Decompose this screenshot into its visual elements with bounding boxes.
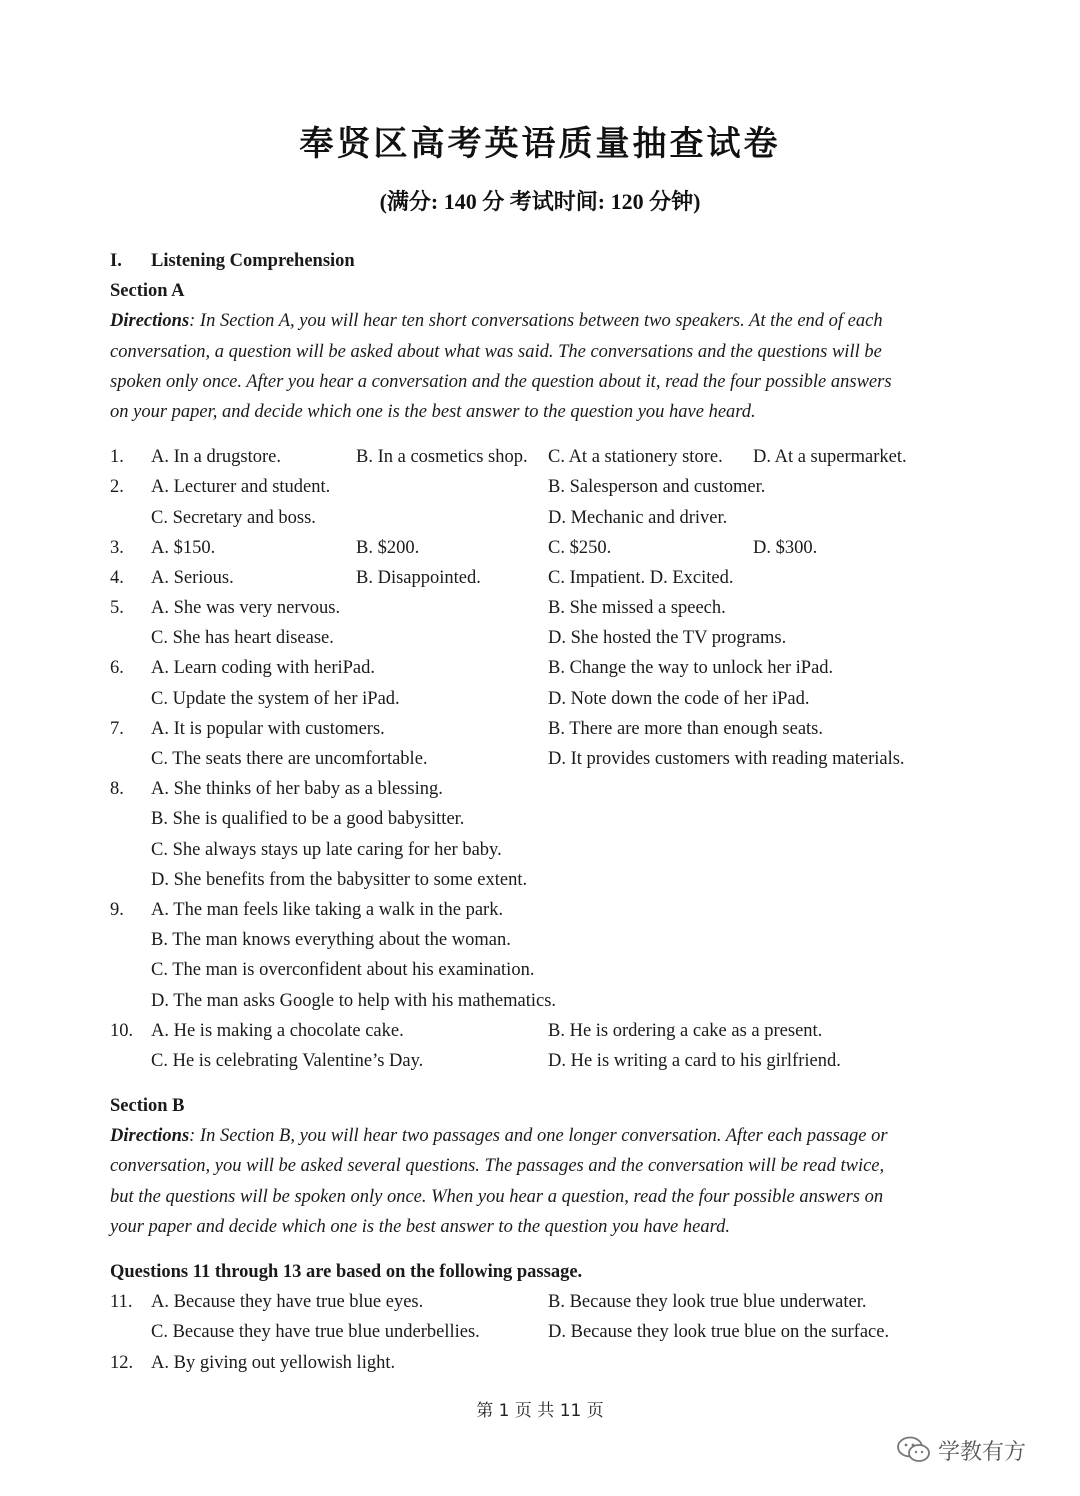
- answer-option: C. Update the system of her iPad.: [151, 688, 400, 709]
- answer-option: C. Because they have true blue underbellies.: [151, 1322, 480, 1343]
- part-heading: [110, 246, 990, 276]
- answer-option: D. At a supermarket.: [753, 447, 907, 468]
- question-option-row: [110, 955, 990, 985]
- answer-option: A. Learn coding with heriPad.: [151, 658, 375, 679]
- answer-option: D. He is writing a card to his girlfriend.: [548, 1050, 841, 1071]
- question-item: [110, 563, 990, 593]
- question-item: [110, 714, 990, 744]
- answer-option: B. The man knows everything about the woman.: [151, 930, 511, 951]
- answer-option: C. $250.: [548, 537, 612, 558]
- question-number: 12.: [110, 1352, 134, 1373]
- part-number: I.: [110, 251, 122, 271]
- answer-option: B. He is ordering a cake as a present.: [548, 1020, 823, 1041]
- answer-option: D. It provides customers with reading materials.: [548, 749, 905, 769]
- answer-option: A. The man feels like taking a walk in the park.: [151, 899, 504, 920]
- answer-option: C. Impatient. D. Excited.: [548, 567, 734, 588]
- question-number: 5.: [110, 598, 124, 619]
- answer-option: A. It is popular with customers.: [151, 718, 385, 739]
- directions-text: : In Section A, you will hear ten short conversations between two speakers. At the end of each: [189, 311, 883, 332]
- question-option-row: [110, 804, 990, 834]
- section-a-heading: Section A: [110, 281, 185, 302]
- answer-option: A. In a drugstore.: [151, 447, 281, 468]
- answer-option: A. $150.: [151, 537, 216, 558]
- section-a-directions: [110, 306, 990, 427]
- section-b-directions: [110, 1121, 990, 1242]
- question-number: 11.: [110, 1292, 133, 1313]
- question-option-row: [110, 835, 990, 865]
- answer-option: D. She hosted the TV programs.: [548, 628, 787, 649]
- page-footer: 第 1 页 共 11 页: [476, 1401, 604, 1421]
- answer-option: D. Note down the code of her iPad.: [548, 688, 810, 709]
- answer-option: D. Because they look true blue on the surface.: [548, 1322, 890, 1343]
- question-option-row: [110, 503, 990, 533]
- answer-option: C. The seats there are uncomfortable.: [151, 749, 428, 769]
- question-number: 10.: [110, 1020, 134, 1041]
- question-number: 2.: [110, 477, 124, 498]
- question-option-row: [110, 986, 990, 1016]
- answer-option: B. Disappointed.: [356, 567, 481, 588]
- watermark-text: 学教有方: [938, 1439, 1027, 1465]
- question-number: 6.: [110, 658, 124, 679]
- answer-option: A. She thinks of her baby as a blessing.: [151, 779, 443, 800]
- answer-option: A. Because they have true blue eyes.: [151, 1292, 424, 1313]
- directions-text: but the questions will be spoken only once. When you hear a question, read the four possible answers on: [110, 1186, 884, 1207]
- answer-option: B. There are more than enough seats.: [548, 718, 824, 739]
- question-item: [110, 1016, 990, 1046]
- page-title: 奉贤区高考英语质量抽查试卷: [299, 124, 781, 164]
- answer-option: A. Serious.: [151, 567, 234, 588]
- answer-option: C. Secretary and boss.: [151, 507, 316, 528]
- question-item: [110, 774, 990, 804]
- question-item: [110, 593, 990, 623]
- directions-text: your paper and decide which one is the best answer to the question you have heard.: [110, 1216, 730, 1237]
- answer-option: C. He is celebrating Valentine’s Day.: [151, 1050, 424, 1071]
- answer-option: B. She is qualified to be a good babysitter.: [151, 809, 465, 830]
- answer-option: B. Salesperson and customer.: [548, 477, 766, 498]
- question-item: [110, 895, 990, 925]
- question-option-row: [110, 1317, 990, 1347]
- directions-label: Directions: [110, 311, 190, 332]
- question-option-row: [110, 684, 990, 714]
- directions-text: conversation, a question will be asked about what was said. The conversations and the questions will be: [110, 341, 882, 362]
- question-option-row: [110, 865, 990, 895]
- answer-option: A. He is making a chocolate cake.: [151, 1020, 404, 1041]
- answer-option: C. She always stays up late caring for her baby.: [151, 839, 502, 860]
- answer-option: C. The man is overconfident about his examination.: [151, 960, 535, 981]
- question-number: 8.: [110, 779, 124, 800]
- answer-option: B. $200.: [356, 537, 420, 558]
- question-number: 9.: [110, 899, 124, 920]
- question-option-row: [110, 1046, 990, 1076]
- answer-option: D. She benefits from the babysitter to some extent.: [151, 869, 528, 890]
- question-option-row: [110, 925, 990, 955]
- answer-option: C. At a stationery store.: [548, 447, 723, 468]
- answer-option: D. The man asks Google to help with his mathematics.: [151, 990, 557, 1011]
- question-item: [110, 1348, 990, 1378]
- directions-text: on your paper, and decide which one is the best answer to the question you have heard.: [110, 401, 756, 422]
- part-title: Listening Comprehension: [151, 251, 355, 271]
- question-option-row: [110, 623, 990, 653]
- section-a-questions: [110, 442, 990, 1076]
- question-item: [110, 442, 990, 472]
- question-number: 3.: [110, 537, 124, 558]
- exam-content: [110, 246, 990, 1378]
- answer-option: D. Mechanic and driver.: [548, 507, 728, 528]
- answer-option: B. She missed a speech.: [548, 598, 726, 619]
- answer-option: B. Change the way to unlock her iPad.: [548, 658, 834, 679]
- answer-option: B. Because they look true blue underwater.: [548, 1292, 867, 1313]
- question-item: [110, 533, 990, 563]
- directions-text: : In Section B, you will hear two passages and one longer conversation. After each passage or: [189, 1126, 888, 1147]
- question-option-row: [110, 744, 990, 774]
- question-item: [110, 653, 990, 683]
- question-group-heading: Questions 11 through 13 are based on the following passage.: [110, 1262, 583, 1282]
- question-number: 4.: [110, 567, 124, 588]
- answer-option: C. She has heart disease.: [151, 628, 334, 649]
- section-b-questions: [110, 1287, 990, 1378]
- answer-option: B. In a cosmetics shop.: [356, 447, 528, 468]
- page-subtitle: (满分: 140 分 考试时间: 120 分钟): [379, 189, 701, 214]
- answer-option: A. By giving out yellowish light.: [151, 1352, 396, 1373]
- question-number: 7.: [110, 718, 124, 739]
- watermark: [896, 1432, 1026, 1468]
- answer-option: A. Lecturer and student.: [151, 477, 331, 498]
- answer-option: A. She was very nervous.: [151, 598, 341, 619]
- wechat-icon: [896, 1435, 932, 1465]
- directions-label: Directions: [110, 1126, 190, 1147]
- answer-option: D. $300.: [753, 537, 818, 558]
- directions-text: conversation, you will be asked several questions. The passages and the conversation will be read twice,: [110, 1156, 885, 1177]
- directions-text: spoken only once. After you hear a conversation and the question about it, read the four possible answers: [110, 371, 892, 392]
- question-item: [110, 1287, 990, 1317]
- question-item: [110, 472, 990, 502]
- section-b-heading: Section B: [110, 1096, 185, 1117]
- question-number: 1.: [110, 447, 124, 468]
